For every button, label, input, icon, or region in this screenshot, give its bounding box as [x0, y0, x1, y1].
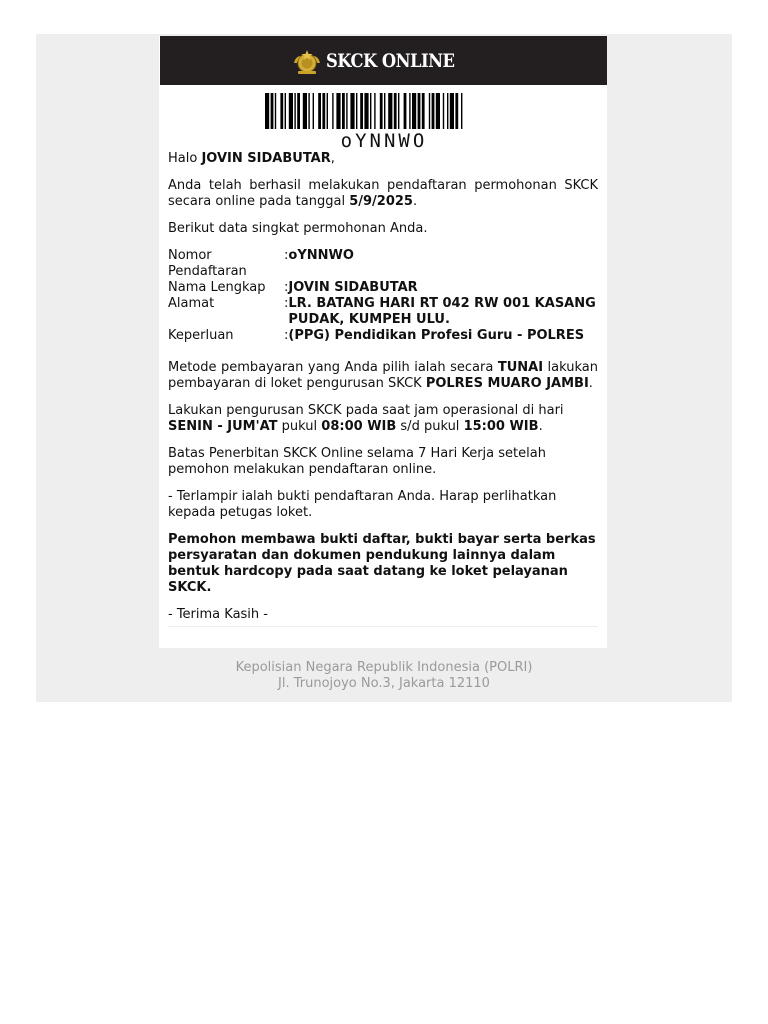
detail-separator: : — [284, 296, 289, 311]
greeting — [168, 151, 598, 167]
payment-text: Metode pembayaran yang Anda pilih ialah secara — [168, 360, 498, 375]
email-body — [168, 151, 598, 623]
barcode-code: oYNNWO — [340, 130, 428, 152]
detail-value: (PPG) Pendidikan Profesi Guru - POLRES — [288, 328, 585, 343]
summary-intro: Berikut data singkat permohonan Anda. — [168, 221, 428, 236]
intro-paragraph — [168, 178, 598, 210]
hours-paragraph — [168, 403, 598, 435]
divider — [168, 626, 598, 627]
email-header — [160, 36, 607, 85]
detail-separator: : — [284, 328, 289, 343]
intro-text: Anda telah berhasil melakukan pendaftaran permohonan SKCK secara online pada tanggal — [168, 178, 598, 209]
detail-row-full-name — [168, 280, 598, 296]
payment-text: . — [588, 376, 593, 391]
requirement-note: Pemohon membawa bukti daftar, bukti bayar serta berkas persyaratan dan dokumen pendukung lainnya dalam bentuk hardcopy pada saat datang ke loket pelayanan SKCK. — [168, 532, 596, 595]
detail-label: Nomor Pendaftaran — [168, 248, 247, 279]
payment-text: lakukan pembayaran di loket pengurusan SKCK — [168, 360, 598, 391]
greeting-prefix: Halo — [168, 151, 202, 166]
payment-method: TUNAI — [497, 360, 544, 375]
payment-paragraph — [168, 360, 598, 392]
detail-row-purpose — [168, 328, 598, 344]
detail-separator: : — [284, 280, 289, 295]
logo-text: SKCK ONLINE — [325, 49, 455, 72]
intro-end: . — [412, 194, 418, 209]
detail-separator: : — [284, 248, 289, 263]
applicant-name: JOVIN SIDABUTAR — [201, 151, 331, 166]
footer-address: Jl. Trunojoyo No.3, Jakarta 12110 — [278, 676, 490, 691]
hours-text: pukul — [277, 419, 322, 434]
detail-value: LR. BATANG HARI RT 042 RW 001 KASANG PUDAK, KUMPEH ULU. — [288, 296, 596, 327]
opening-time: 08:00 WIB — [321, 419, 397, 434]
polri-emblem-icon — [292, 47, 322, 75]
detail-value: oYNNWO — [288, 248, 354, 263]
email-footer — [36, 660, 732, 692]
detail-label: Nama Lengkap — [168, 280, 266, 295]
closing-time: 15:00 WIB — [463, 419, 539, 434]
detail-label: Alamat — [168, 296, 215, 311]
deadline-paragraph: Batas Penerbitan SKCK Online selama 7 Hari Kerja setelah pemohon melakukan pendaftaran online. — [168, 446, 546, 477]
detail-row-registration-number — [168, 248, 598, 280]
barcode-icon — [265, 93, 503, 129]
skck-logo — [292, 47, 475, 75]
operating-days: SENIN - JUM'AT — [168, 419, 278, 434]
attachment-note: - Terlampir ialah bukti pendaftaran Anda. Harap perlihatkan kepada petugas loket. — [168, 489, 557, 520]
payment-location: POLRES MUARO JAMBI — [425, 376, 589, 391]
email-background — [36, 34, 732, 702]
registration-date: 5/9/2025 — [349, 194, 413, 209]
greeting-suffix: , — [330, 151, 335, 166]
email-card — [159, 36, 607, 648]
hours-text: Lakukan pengurusan SKCK pada saat jam operasional di hari — [168, 403, 564, 418]
footer-organization: Kepolisian Negara Republik Indonesia (POLRI) — [235, 660, 533, 675]
detail-value: JOVIN SIDABUTAR — [288, 280, 418, 295]
closing-text: - Terima Kasih - — [168, 607, 268, 622]
hours-text: s/d pukul — [396, 419, 464, 434]
registration-details-table — [168, 248, 598, 344]
detail-label: Keperluan — [168, 328, 234, 343]
detail-row-address — [168, 296, 598, 328]
hours-text: . — [538, 419, 543, 434]
